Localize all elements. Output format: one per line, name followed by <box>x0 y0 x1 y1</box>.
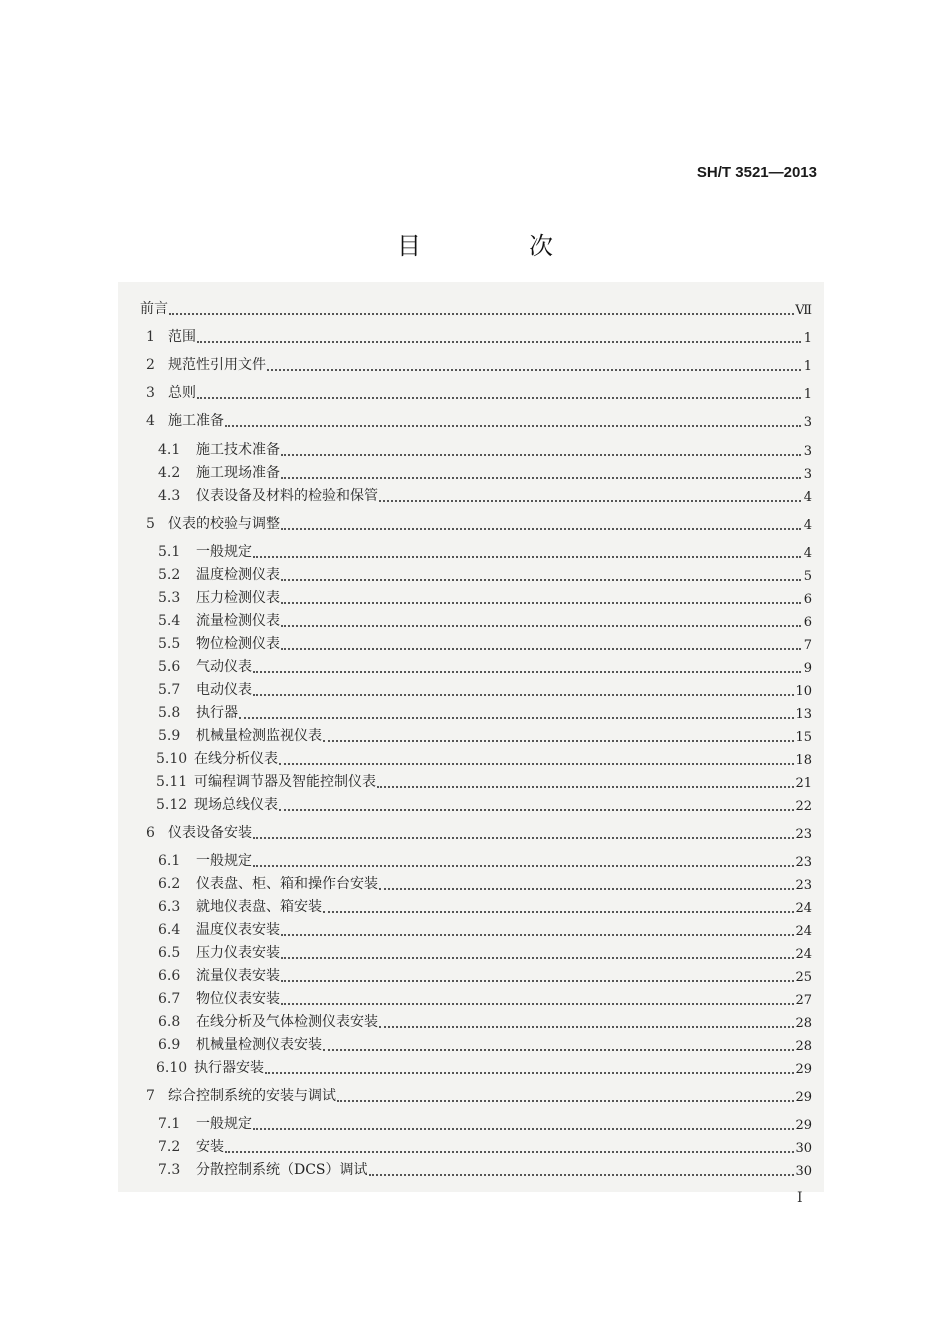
toc-section-title: 物位仪表安装 <box>196 991 280 1007</box>
toc-section-title: 综合控制系统的安装与调试 <box>168 1088 336 1104</box>
toc-section-number: 6.10 <box>156 1060 188 1076</box>
toc-page-number: 28 <box>795 1039 812 1054</box>
toc-page-number: 10 <box>795 684 812 699</box>
toc-entry[interactable] <box>140 1134 812 1156</box>
toc-page-number: 28 <box>795 1016 812 1031</box>
toc-entry[interactable] <box>140 562 812 584</box>
toc-entry[interactable] <box>140 986 812 1008</box>
toc-leader-dots <box>281 625 801 627</box>
toc-leader-dots <box>379 500 801 502</box>
toc-entry[interactable] <box>140 894 812 916</box>
toc-section-number: 6.2 <box>158 876 181 892</box>
toc-section-title: 安装 <box>196 1139 224 1155</box>
toc-section-number: 7 <box>146 1088 155 1104</box>
toc-leader-dots <box>337 1100 794 1102</box>
toc-page-number: 27 <box>795 993 812 1008</box>
toc-entry[interactable] <box>140 608 812 630</box>
toc-leader-dots <box>281 528 801 530</box>
toc-leader-dots <box>279 809 794 811</box>
toc-page-number: 29 <box>795 1062 812 1077</box>
toc-entry[interactable] <box>140 511 812 533</box>
toc-leader-dots <box>197 341 801 343</box>
toc-section-title: 流量仪表安装 <box>196 968 280 984</box>
toc-entry[interactable] <box>140 1111 812 1133</box>
toc-page-number: 3 <box>803 415 812 430</box>
toc-leader-dots <box>253 671 801 673</box>
toc-page-number: 1 <box>803 387 812 402</box>
document-code: SH/T 3521—2013 <box>696 164 817 181</box>
toc-section-title: 前言 <box>140 301 168 317</box>
toc-section-title: 在线分析及气体检测仪表安装 <box>196 1014 378 1030</box>
toc-page-number: 9 <box>803 661 812 676</box>
toc-entry[interactable] <box>140 483 812 505</box>
toc-section-number: 5.1 <box>158 544 181 560</box>
toc-section-title: 执行器 <box>196 705 238 721</box>
toc-page-number: 23 <box>795 827 812 842</box>
toc-entry[interactable] <box>140 1055 812 1077</box>
toc-entry[interactable] <box>140 408 812 430</box>
toc-page-number: 5 <box>803 569 812 584</box>
toc-page-number: 25 <box>795 970 812 985</box>
toc-entry[interactable] <box>140 460 812 482</box>
toc-section-number: 1 <box>146 329 155 345</box>
toc-section-number: 5.12 <box>156 797 188 813</box>
toc-section-title: 温度仪表安装 <box>196 922 280 938</box>
toc-section-number: 5.9 <box>158 728 181 744</box>
toc-leader-dots <box>323 911 794 913</box>
toc-entry[interactable] <box>140 631 812 653</box>
toc-page-number: 4 <box>803 518 812 533</box>
toc-section-number: 5 <box>146 516 155 532</box>
toc-section-title: 在线分析仪表 <box>194 751 278 767</box>
toc-section-number: 6.6 <box>158 968 181 984</box>
toc-entry[interactable] <box>140 296 812 318</box>
toc-leader-dots <box>197 397 801 399</box>
toc-section-title: 施工技术准备 <box>196 442 280 458</box>
toc-section-title: 可编程调节器及智能控制仪表 <box>194 774 376 790</box>
toc-section-number: 6.9 <box>158 1037 181 1053</box>
toc-section-title: 仪表设备及材料的检验和保管 <box>196 488 378 504</box>
toc-leader-dots <box>281 648 801 650</box>
toc-section-title: 流量检测仪表 <box>196 613 280 629</box>
toc-leader-dots <box>281 602 801 604</box>
toc-section-title: 仪表设备安装 <box>168 825 252 841</box>
toc-page-number: 4 <box>803 546 812 561</box>
toc-section-number: 4.1 <box>158 442 181 458</box>
toc-section-title: 分散控制系统（DCS）调试 <box>196 1162 368 1178</box>
toc-section-number: 6.5 <box>158 945 181 961</box>
toc-section-number: 4.2 <box>158 465 181 481</box>
toc-entry[interactable] <box>140 1032 812 1054</box>
toc-entry[interactable] <box>140 677 812 699</box>
toc-section-number: 6.4 <box>158 922 181 938</box>
toc-entry[interactable] <box>140 963 812 985</box>
toc-leader-dots <box>169 313 794 315</box>
toc-leader-dots <box>369 1174 795 1176</box>
toc-section-title: 一般规定 <box>196 1116 252 1132</box>
toc-page-number: 24 <box>795 924 812 939</box>
toc-section-number: 6.3 <box>158 899 181 915</box>
toc-leader-dots <box>253 865 794 867</box>
toc-section-number: 7.1 <box>158 1116 181 1132</box>
toc-section-title: 范围 <box>168 329 196 345</box>
toc-leader-dots <box>225 425 801 427</box>
toc-section-title: 施工现场准备 <box>196 465 280 481</box>
toc-leader-dots <box>279 763 794 765</box>
toc-entry[interactable] <box>140 917 812 939</box>
toc-page-number: 3 <box>803 467 812 482</box>
toc-page-number: 15 <box>795 730 812 745</box>
toc-leader-dots <box>377 786 794 788</box>
toc-section-title: 机械量检测仪表安装 <box>196 1037 322 1053</box>
toc-page-number: 24 <box>795 947 812 962</box>
toc-leader-dots <box>281 579 801 581</box>
toc-entry[interactable] <box>140 380 812 402</box>
toc-section-title: 一般规定 <box>196 853 252 869</box>
toc-leader-dots <box>253 694 794 696</box>
toc-section-number: 5.2 <box>158 567 181 583</box>
toc-section-title: 仪表的校验与调整 <box>168 516 280 532</box>
toc-page-number: 23 <box>795 855 812 870</box>
toc-entry[interactable] <box>140 437 812 459</box>
toc-page-number: 24 <box>795 901 812 916</box>
toc-page-number: 23 <box>795 878 812 893</box>
toc-entry[interactable] <box>140 940 812 962</box>
toc-page-number: 30 <box>795 1164 812 1179</box>
toc-page-number: 6 <box>803 615 812 630</box>
toc-leader-dots <box>267 369 801 371</box>
toc-page-number: 6 <box>803 592 812 607</box>
toc-leader-dots <box>225 1151 794 1153</box>
toc-entry[interactable] <box>140 324 812 346</box>
toc-leader-dots <box>281 980 794 982</box>
toc-section-number: 6 <box>146 825 155 841</box>
toc-section-title: 仪表盘、柜、箱和操作台安装 <box>196 876 378 892</box>
toc-section-number: 5.6 <box>158 659 181 675</box>
toc-section-number: 5.7 <box>158 682 181 698</box>
toc-entry[interactable] <box>140 792 812 814</box>
toc-leader-dots <box>281 1003 794 1005</box>
toc-page-number: 18 <box>795 753 812 768</box>
toc-page-number: 1 <box>803 331 812 346</box>
toc-section-number: 5.10 <box>156 751 188 767</box>
toc-section-number: 5.3 <box>158 590 181 606</box>
toc-section-number: 2 <box>146 357 155 373</box>
toc-section-number: 6.7 <box>158 991 181 1007</box>
toc-entry[interactable] <box>140 848 812 870</box>
toc-section-number: 5.5 <box>158 636 181 652</box>
toc-leader-dots <box>239 717 794 719</box>
toc-section-title: 物位检测仪表 <box>196 636 280 652</box>
toc-section-number: 5.11 <box>156 774 188 790</box>
toc-page-number: 22 <box>795 799 812 814</box>
toc-leader-dots <box>253 556 801 558</box>
toc-leader-dots <box>379 1026 794 1028</box>
toc-section-number: 5.8 <box>158 705 181 721</box>
toc-section-number: 4.3 <box>158 488 181 504</box>
toc-page-number: Ⅶ <box>795 303 812 318</box>
toc-page-number: 29 <box>795 1118 812 1133</box>
page-number: I <box>797 1190 803 1206</box>
toc-entry[interactable] <box>140 1009 812 1031</box>
toc-entry[interactable] <box>140 746 812 768</box>
toc-leader-dots <box>379 888 794 890</box>
toc-leader-dots <box>253 837 794 839</box>
toc-page-number: 30 <box>795 1141 812 1156</box>
toc-page-number: 7 <box>803 638 812 653</box>
toc-page-number: 21 <box>795 776 812 791</box>
toc-page-number: 29 <box>795 1090 812 1105</box>
toc-page-number: 4 <box>803 490 812 505</box>
toc-entry[interactable] <box>140 820 812 842</box>
toc-leader-dots <box>281 454 801 456</box>
toc-section-title: 执行器安装 <box>194 1060 264 1076</box>
toc-entry[interactable] <box>140 769 812 791</box>
toc-section-title: 电动仪表 <box>196 682 252 698</box>
toc-leader-dots <box>281 934 794 936</box>
toc-section-number: 3 <box>146 385 155 401</box>
toc-section-title: 温度检测仪表 <box>196 567 280 583</box>
toc-section-number: 5.4 <box>158 613 181 629</box>
toc-section-title: 气动仪表 <box>196 659 252 675</box>
toc-section-title: 施工准备 <box>168 413 224 429</box>
toc-entry[interactable] <box>140 539 812 561</box>
toc-entry[interactable] <box>140 871 812 893</box>
toc-leader-dots <box>323 740 794 742</box>
toc-section-number: 7.3 <box>158 1162 181 1178</box>
toc-entry[interactable] <box>140 700 812 722</box>
toc-leader-dots <box>253 1128 794 1130</box>
toc-section-title: 压力检测仪表 <box>196 590 280 606</box>
toc-entry[interactable] <box>140 1157 812 1179</box>
toc-section-title: 压力仪表安装 <box>196 945 280 961</box>
toc-page-number: 3 <box>803 444 812 459</box>
toc-section-title: 现场总线仪表 <box>194 797 278 813</box>
toc-section-title: 一般规定 <box>196 544 252 560</box>
toc-entry[interactable] <box>140 585 812 607</box>
toc-entry[interactable] <box>140 723 812 745</box>
toc-leader-dots <box>323 1049 794 1051</box>
toc-section-title: 机械量检测监视仪表 <box>196 728 322 744</box>
page-title: 目 次 <box>397 232 595 260</box>
toc-leader-dots <box>265 1072 794 1074</box>
toc-entry[interactable] <box>140 1083 812 1105</box>
toc-entry[interactable] <box>140 352 812 374</box>
toc-section-title: 规范性引用文件 <box>168 357 266 373</box>
toc-section-title: 总则 <box>168 385 196 401</box>
toc-leader-dots <box>281 957 794 959</box>
toc-section-title: 就地仪表盘、箱安装 <box>196 899 322 915</box>
toc-section-number: 7.2 <box>158 1139 181 1155</box>
toc-leader-dots <box>281 477 801 479</box>
toc-section-number: 6.8 <box>158 1014 181 1030</box>
toc-section-number: 4 <box>146 413 155 429</box>
toc-entry[interactable] <box>140 654 812 676</box>
toc-section-number: 6.1 <box>158 853 181 869</box>
toc-page-number: 1 <box>803 359 812 374</box>
toc-page-number: 13 <box>795 707 812 722</box>
